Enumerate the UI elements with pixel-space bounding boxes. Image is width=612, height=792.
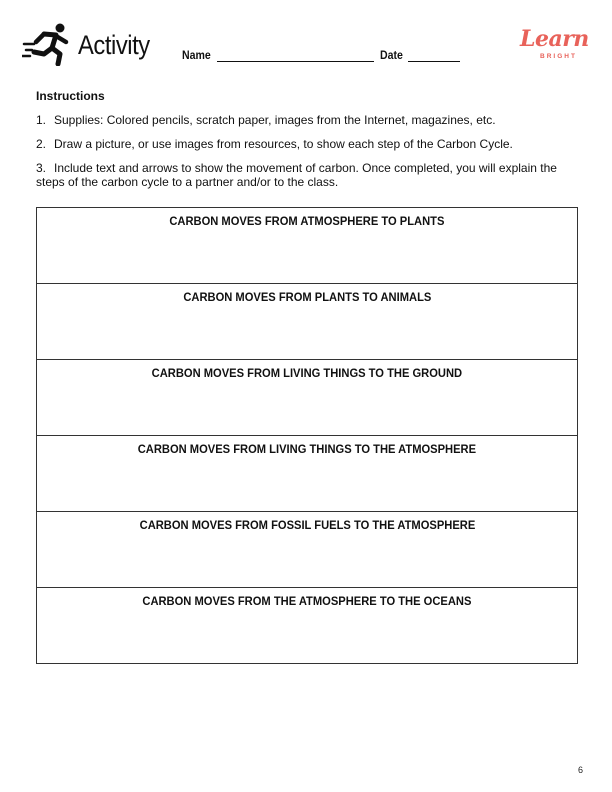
instruction-text: Draw a picture, or use images from resources, to show each step of the Carbon Cycle.: [54, 137, 513, 151]
instruction-number: 2.: [36, 137, 47, 151]
box-title: CARBON MOVES FROM ATMOSPHERE TO PLANTS: [169, 214, 445, 228]
instruction-number: 3.: [36, 161, 47, 175]
instruction-number: 1.: [36, 113, 47, 127]
box-title: CARBON MOVES FROM LIVING THINGS TO THE GROUND: [151, 366, 463, 380]
carbon-cycle-boxes: [36, 207, 578, 664]
box-title: CARBON MOVES FROM PLANTS TO ANIMALS: [182, 290, 431, 304]
date-label: Date: [380, 48, 403, 62]
drawing-box[interactable]: [37, 436, 577, 512]
learn-bright-logo: [516, 26, 592, 66]
drawing-box[interactable]: [37, 284, 577, 360]
logo-sub: BRIGHT: [540, 53, 577, 60]
page-number: 6: [578, 765, 584, 775]
instructions-heading: Instructions: [36, 89, 105, 103]
instruction-item: [36, 137, 582, 151]
page-header: [0, 0, 612, 80]
instruction-text: Supplies: Colored pencils, scratch paper, images from the Internet, magazines, etc.: [54, 113, 496, 127]
running-person-icon: [22, 22, 72, 66]
instructions-section: [36, 89, 582, 199]
instruction-item: [36, 161, 582, 189]
date-field[interactable]: [408, 61, 460, 62]
box-title: CARBON MOVES FROM LIVING THINGS TO THE ATMOSPHERE: [137, 442, 477, 456]
drawing-box[interactable]: [37, 512, 577, 588]
box-title: CARBON MOVES FROM FOSSIL FUELS TO THE ATMOSPHERE: [139, 518, 475, 532]
activity-title: Activity: [78, 30, 150, 60]
drawing-box[interactable]: [37, 360, 577, 436]
instruction-item: [36, 113, 582, 127]
instruction-text: Include text and arrows to show the movement of carbon. Once completed, you will explain the steps of the carbon cycle to a partner and/or to the class.: [36, 161, 557, 189]
logo-word: Learn: [520, 26, 589, 52]
drawing-box[interactable]: [37, 588, 577, 664]
box-title: CARBON MOVES FROM THE ATMOSPHERE TO THE OCEANS: [142, 594, 472, 608]
name-label: Name: [182, 48, 211, 62]
name-field[interactable]: [217, 61, 374, 62]
drawing-box[interactable]: [37, 208, 577, 284]
